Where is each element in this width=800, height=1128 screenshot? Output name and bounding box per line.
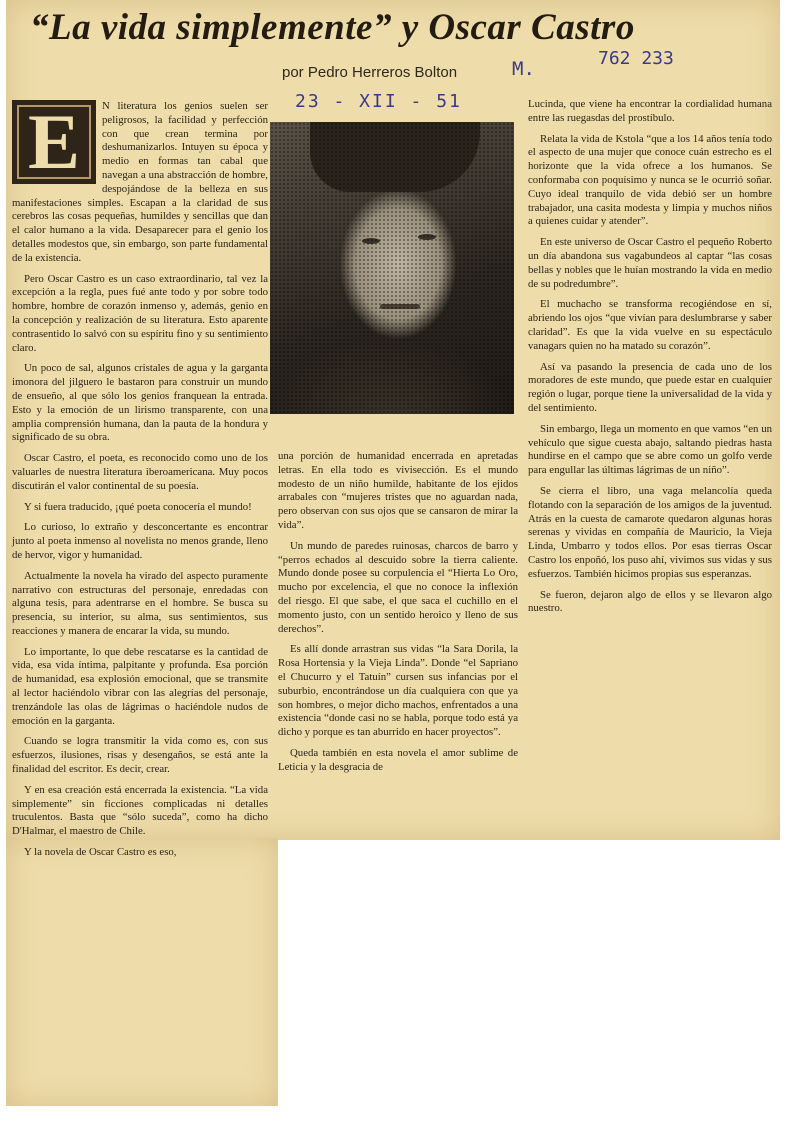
paragraph: Relata la vida de Kstola “que a los 14 años tenía todo el aspecto de una mujer que conoce cuán estrecho es el horizonte que la vida ofrece a los humanos. Se conformaba con poquísimo y nunca se le ocurrió soñar. Cuyo ideal tranquilo de vida debió ser un hombre trabajador, una casita modesta y limpia y muchos niños a quienes cuidar y atender”. [528,132,772,228]
article-column-1 [12,100,268,867]
article-byline: por Pedro Herreros Bolton [282,64,458,81]
paragraph: En este universo de Oscar Castro el pequeño Roberto un día abandona sus vagabundeos al captar “las cosas bellas y nobles que le huían mostrando la vida en medio de su podredumbre”. [528,236,772,290]
paragraph: Es allí donde arrastran sus vidas “la Sara Dorila, la Rosa Hortensia y la Vieja Linda”. Donde “el Sapriano el Chucurro y el Tatuín” cursen sus infancias por el suburbio, encontrándose un día cualquiera con que ya son hombres, o mejor dicho machos, enfrentados a una existencia “donde casi no se habla, porque todo está ya dicho y porque es tan aburrido en hacer proyectos”. [278,643,518,739]
portrait-eye-right [418,234,436,240]
paragraph: Y en esa creación está encerrada la existencia. “La vida simplemente” sin ficciones complicadas ni detalles truculentos. Basta que “sólo suceda”, como ha dicho D'Halmar, el maestro de Chile. [12,783,268,838]
newspaper-clipping-tail [6,838,278,1106]
handwritten-mark: M. [512,58,535,80]
paragraph: Oscar Castro, el poeta, es reconocido como uno de los valuarles de nuestra literatura iberoamericana. Muy pocos discutirán el valor continental de su poesía. [12,452,268,492]
decorative-dropcap: E [12,100,96,184]
portrait-eye-left [362,238,380,244]
paragraph: Y la novela de Oscar Castro es eso, [24,846,177,859]
paragraph: Sin embargo, llega un momento en que vamos “en un vehículo que sigue cuesta abajo, saltando piedras hasta hundirse en el campo que se abre como un golfo verde para engullar las últimas lágrimas de un niño”. [528,422,772,477]
article-column-3 [528,98,772,623]
paragraph: Actualmente la novela ha virado del aspecto puramente narrativo con estructuras del personaje, enredadas con alguna tesis, para adentrarse en el hombre. Se busca su presencia, su interior, su alma, sus sentimientos, sus reacciones y manera de encarar la vida, su mundo. [12,569,268,637]
paragraph: Lucinda, que viene ha encontrar la cordialidad humana entre las ruegasdas del prostíbulo. [528,98,772,124]
paragraph: N literatura los genios suelen ser peligrosos, la facilidad y perfección con que crean termina por deshumanizarlos. Intuyen su época y medio en formas tan cabal que navegan a una abstracción de hombre, despojándose de la belleza en sus manifestaciones simples. Escapan a la claridad de sus cerebros las cosas pequeñas, humildes y sencillas que dan el calor humano a la vida. Desaparecer para el genio los detalles modestos que, sin embargo, son parte fundamental de la existencia. [12,100,268,264]
article-column-2 [278,450,518,782]
paragraph: Lo curioso, lo extraño y desconcertante es encontrar junto al poeta inmenso al novelista no menos grande, lleno de hervor, vigor y humanidad. [12,521,268,561]
paragraph: Pero Oscar Castro es un caso extraordinario, tal vez la excepción a la regla, pues fué ante todo y por sobre todo hombre, hombre de corazón inmenso y, además, genio en la concepción y realización de su literatura. Esto aparente contrasentido lo salvó con su espíritu fino y su sentimiento claro. [12,272,268,354]
portrait-mouth [380,304,420,309]
paragraph: Un mundo de paredes ruinosas, charcos de barro y “perros echados al descuido sobre la tierra caliente. Mundo donde posee su corpulencia el “Hierta Lo Oro, mucho por excelencia, el que no conoce la inflexión del riesgo. El que sabe, el que saca el cuchillo en el momento justo, con un sentido heroico y lleno de sus derechos”. [278,539,518,635]
handwritten-catalog-number: 762 233 [598,48,674,69]
handwritten-date: 23 - XII - 51 [295,91,462,112]
author-portrait-photo [270,122,514,414]
paragraph: Un poco de sal, algunos cristales de agua y la garganta imonora del jilguero le bastaron para construir un mundo de ensueño, al que sólo los genios franquean la entrada. Esto y la emoción de un lirismo transparente, con una amplia comprensión humana, dan la pauta de la hondura y significado de su obra. [12,362,268,444]
portrait-hair [310,122,480,192]
paragraph: El muchacho se transforma recogiéndose en sí, abriendo los ojos “que vivían para deslumbrarse y saber claridad”. Es que la vida vuelve en su espectáculo vanagars quien no ha matado su corazón”. [528,298,772,352]
paragraph: Queda también en esta novela el amor sublime de Leticia y la desgracia de [278,746,518,773]
paragraph: Lo importante, lo que debe rescatarse es la cantidad de vida, esa vida íntima, palpitante y profunda. Esa porción de humanidad, esa explosión emocional, que se transmite al lector haciéndolo vibrar con las alegrías del personaje, trenzándole las olas de lágrimas o haciéndole nudos de emoción en la garganta. [12,645,268,727]
article-headline: “La vida simplemente” y Oscar Castro [30,7,635,48]
paragraph: Se fueron, dejaron algo de ellos y se llevaron algo nuestro. [528,588,772,615]
paragraph: Y si fuera traducido, ¡qué poeta conocería el mundo! [24,500,252,513]
paragraph: Se cierra el libro, una vaga melancolía queda flotando con la separación de los amigos de la juventud. Atrás en la cuesta de camarote quedaron algunas horas serenas y vividas en compañía de Mauricio, la Vieja Linda, Umbarro y todos ellos. Por esas tierras Oscar Castro los enpoñó, los puso ahí, vivimos sus vidas y sus esfuerzos. También hicimos propias sus esperanzas. [528,484,772,580]
paragraph: Cuando se logra transmitir la vida como es, con sus esfuerzos, ilusiones, risas y desengaños, se está ante la finalidad del escritor. Es decir, crear. [12,735,268,776]
paragraph: Así va pasando la presencia de cada uno de los moradores de este mundo, que puede estar en cualquier región o lugar, porque tiene la universalidad de la vida y del sentimiento. [528,360,772,414]
paragraph: una porción de humanidad encerrada en apretadas letras. En ella todo es vivisección. Es el mundo modesto de un niño humilde, habitante de los ejidos arrabales con “mujeres tristes que no aguardan nada, pero observan con sus ojos que se cansaron de mirar la vida”. [278,450,518,531]
